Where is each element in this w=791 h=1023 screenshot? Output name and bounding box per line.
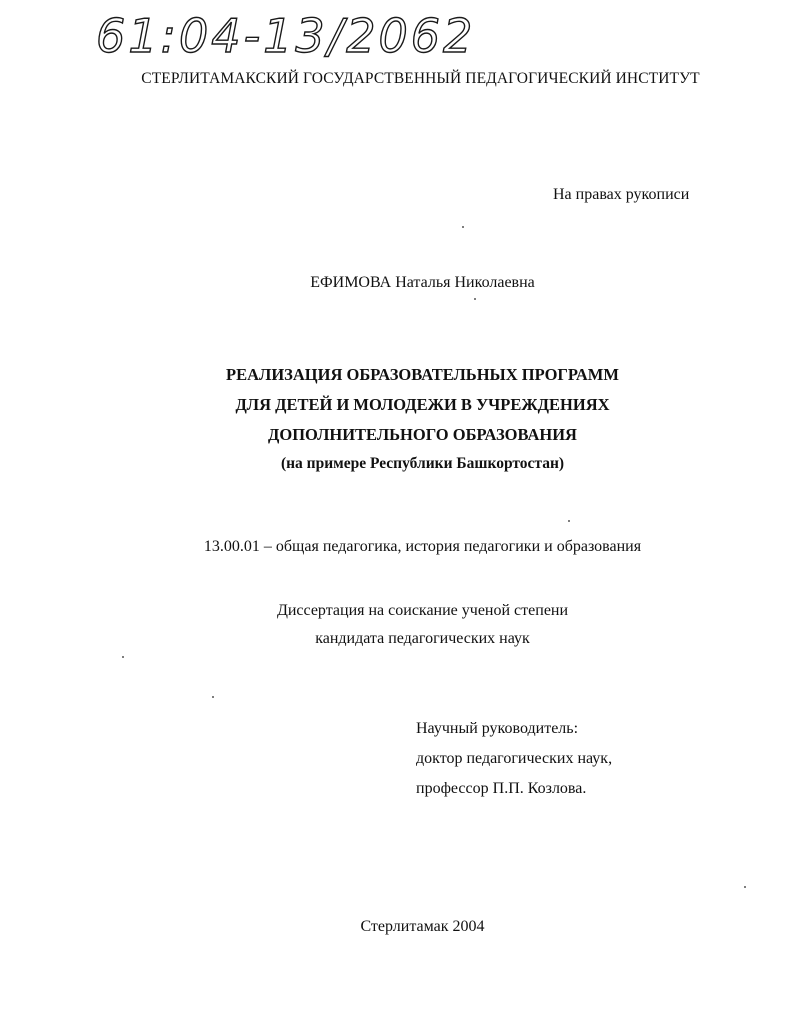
institute-name: СТЕРЛИТАМАКСКИЙ ГОСУДАРСТВЕННЫЙ ПЕДАГОГИЧЕСКИЙ ИНСТИТУТ	[141, 70, 700, 87]
scan-speck	[474, 298, 476, 300]
city-year: Стерлитамак 2004	[360, 918, 485, 935]
degree-line-1: Диссертация на соискание ученой степени	[276, 602, 569, 619]
handwritten-archive-number	[92, 2, 522, 64]
degree-line-2: кандидата педагогических наук	[315, 630, 530, 647]
supervisor-degree: доктор педагогических наук,	[416, 750, 613, 767]
scan-speck	[744, 886, 746, 888]
title-line-1: РЕАЛИЗАЦИЯ ОБРАЗОВАТЕЛЬНЫХ ПРОГРАММ	[226, 365, 619, 384]
supervisor-block	[416, 714, 612, 804]
author-name: ЕФИМОВА Наталья Николаевна	[310, 274, 535, 291]
scan-speck	[462, 226, 464, 228]
title-line-2: ДЛЯ ДЕТЕЙ И МОЛОДЕЖИ В УЧРЕЖДЕНИЯХ	[235, 395, 610, 414]
specialty-code: 13.00.01 – общая педагогика, история педагогики и образования	[203, 538, 642, 555]
scan-speck	[122, 656, 124, 658]
scan-speck	[568, 520, 570, 522]
archive-number-text: 61:04-13/2062	[96, 9, 476, 63]
supervisor-name: профессор П.П. Козлова.	[416, 780, 587, 797]
dissertation-title	[0, 360, 791, 478]
handwritten-archive-number-drawing	[92, 2, 522, 64]
supervisor-label: Научный руководитель:	[416, 720, 579, 737]
title-subtitle: (на примере Республики Башкортостан)	[280, 455, 565, 472]
degree-statement	[0, 597, 791, 653]
scan-speck	[212, 696, 214, 698]
manuscript-note: На правах рукописи	[553, 186, 690, 203]
title-line-3: ДОПОЛНИТЕЛЬНОГО ОБРАЗОВАНИЯ	[268, 425, 577, 444]
